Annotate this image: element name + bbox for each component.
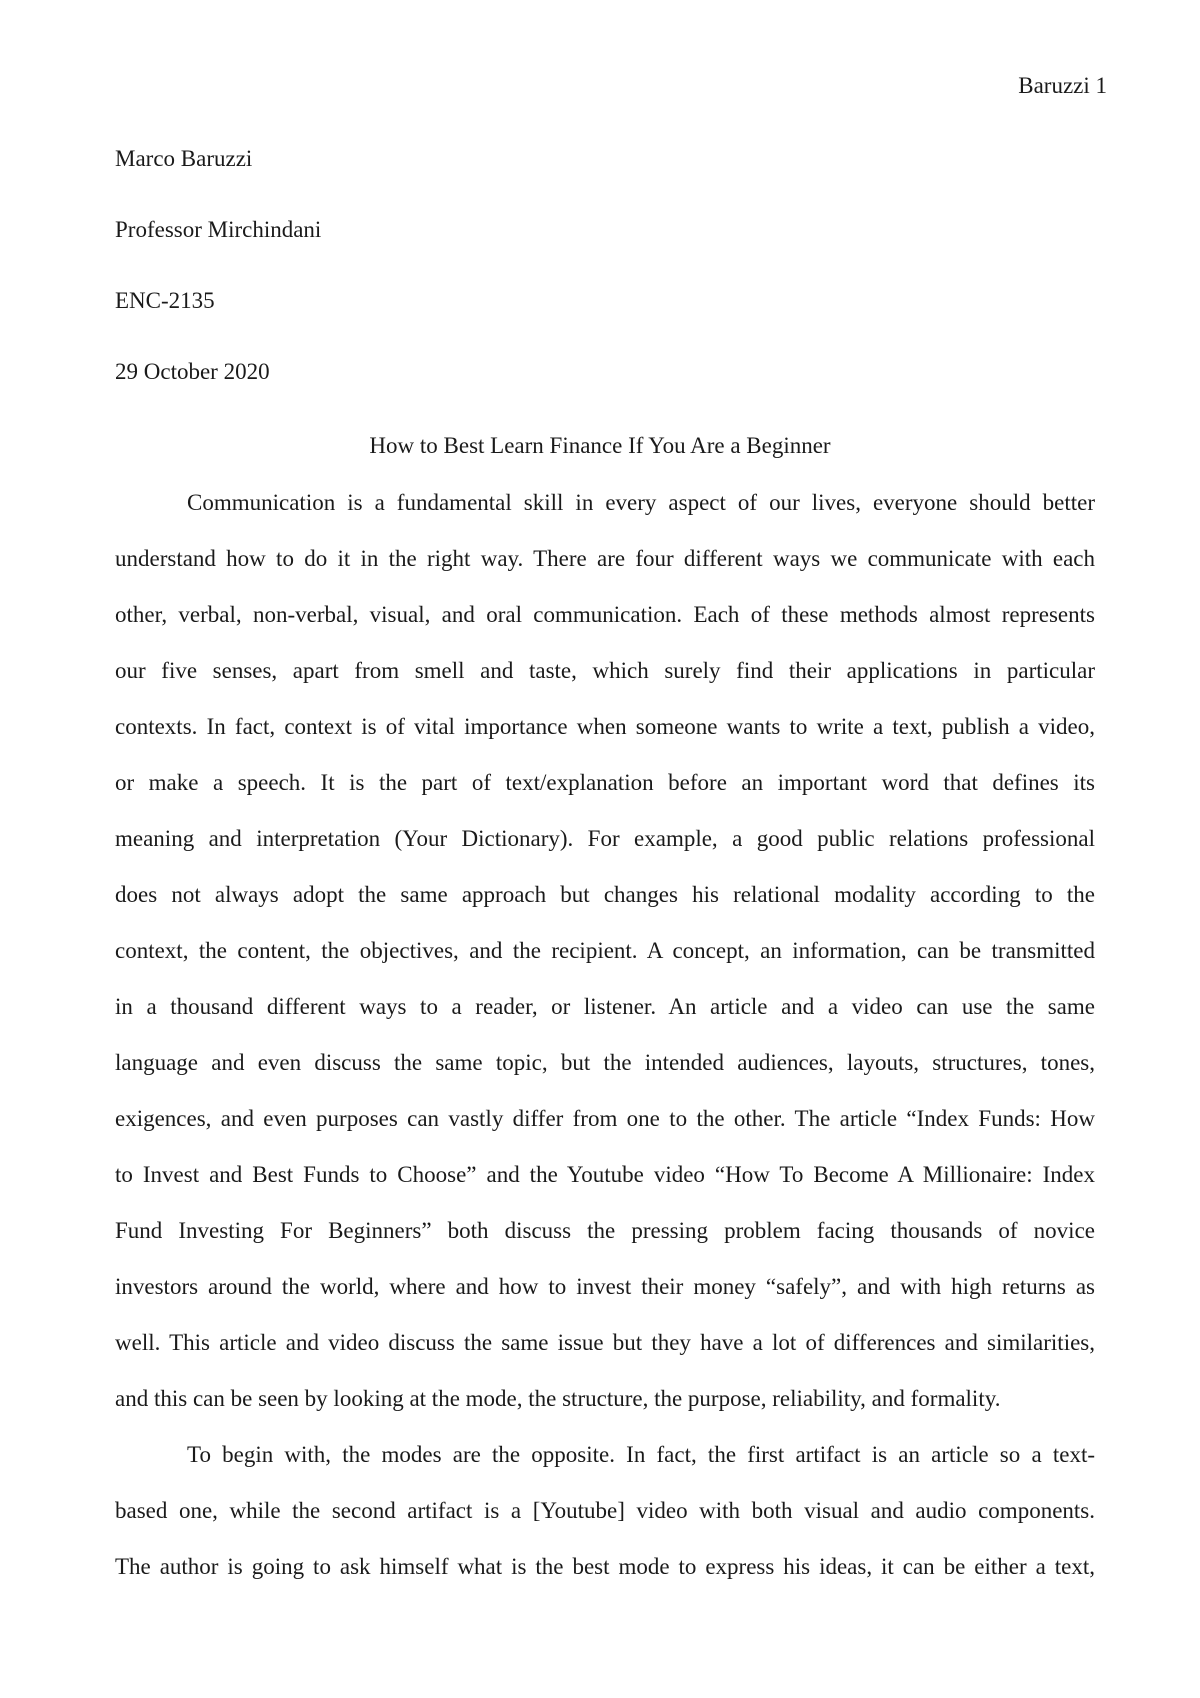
- paragraph-line: does not always adopt the same approach but changes his relational modality according to the: [115, 882, 1095, 907]
- paragraph-line: language and even discuss the same topic, but the intended audiences, layouts, structures, tones,: [115, 1050, 1095, 1075]
- paragraph-line: understand how to do it in the right way. There are four different ways we communicate with each: [115, 546, 1095, 571]
- paragraph-line: exigences, and even purposes can vastly differ from one to the other. The article “Index Funds: How: [115, 1106, 1095, 1131]
- paragraph-line: context, the content, the objectives, and the recipient. A concept, an information, can be transmitted: [115, 938, 1095, 963]
- paragraph-line: To begin with, the modes are the opposite. In fact, the first artifact is an article so a text-: [187, 1442, 1095, 1467]
- paragraph-line: contexts. In fact, context is of vital importance when someone wants to write a text, publish a video,: [115, 714, 1095, 739]
- paragraph-line: well. This article and video discuss the same issue but they have a lot of differences and similarities,: [115, 1330, 1095, 1355]
- course-code: ENC-2135: [115, 288, 215, 313]
- paragraph-line: based one, while the second artifact is a [Youtube] video with both visual and audio components.: [115, 1498, 1095, 1523]
- paragraph-line: other, verbal, non-verbal, visual, and oral communication. Each of these methods almost represents: [115, 602, 1095, 627]
- paragraph-line: in a thousand different ways to a reader, or listener. An article and a video can use the same: [115, 994, 1095, 1019]
- mla-heading: [115, 145, 1095, 386]
- paragraph-line: meaning and interpretation (Your Dictionary). For example, a good public relations professional: [115, 826, 1095, 851]
- paragraph-line: to Invest and Best Funds to Choose” and the Youtube video “How To Become A Millionaire: Index: [115, 1162, 1095, 1187]
- essay-title: How to Best Learn Finance If You Are a Beginner: [369, 433, 831, 458]
- paragraph-line: our five senses, apart from smell and taste, which surely find their applications in particular: [115, 658, 1095, 683]
- paragraph-line: The author is going to ask himself what is the best mode to express his ideas, it can be either a text,: [115, 1554, 1095, 1579]
- paragraph-line: Fund Investing For Beginners” both discuss the pressing problem facing thousands of novice: [115, 1218, 1095, 1243]
- instructor-name: Professor Mirchindani: [115, 217, 322, 242]
- paragraph-line: investors around the world, where and how to invest their money “safely”, and with high returns as: [115, 1274, 1095, 1299]
- essay-date: 29 October 2020: [115, 359, 270, 384]
- paragraph-line: or make a speech. It is the part of text/explanation before an important word that defines its: [115, 770, 1095, 795]
- paragraph-line: Communication is a fundamental skill in every aspect of our lives, everyone should better: [187, 490, 1095, 515]
- author-name: Marco Baruzzi: [115, 146, 253, 171]
- paragraph-line: and this can be seen by looking at the mode, the structure, the purpose, reliability, and formality.: [115, 1386, 1001, 1411]
- running-head: Baruzzi 1: [1018, 73, 1107, 98]
- essay-body: [115, 489, 1095, 1609]
